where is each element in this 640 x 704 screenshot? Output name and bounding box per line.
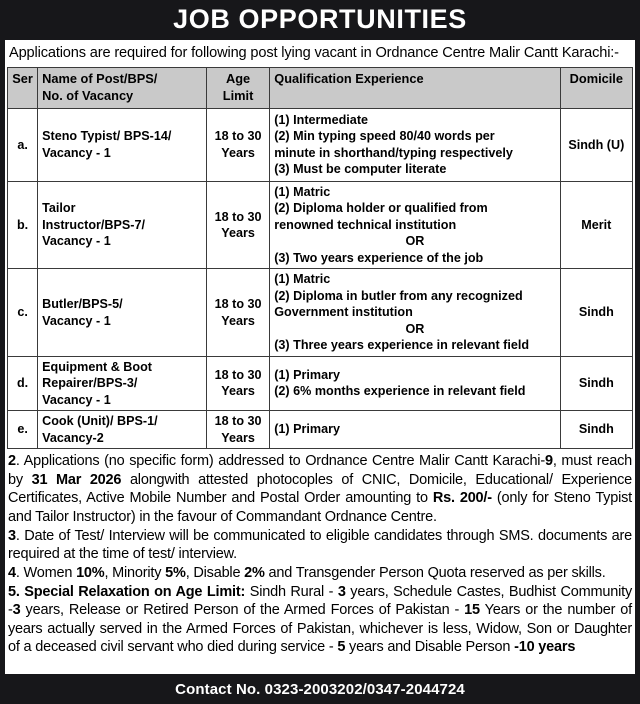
note-5-bold-3: 15 <box>464 602 480 619</box>
age-line: 18 to 30 <box>214 129 262 144</box>
table-row <box>8 356 633 410</box>
post-line: Vacancy - 1 <box>42 145 111 160</box>
cell-ser: a. <box>8 108 38 181</box>
post-line: Butler/BPS-5/ <box>42 297 123 312</box>
note-2-deadline: 31 Mar 2026 <box>31 471 122 488</box>
qualification-line: (1) Primary <box>274 367 341 382</box>
age-line: 18 to 30 <box>214 414 262 429</box>
cell-age-limit <box>206 108 269 181</box>
note-2-number: 2 <box>8 453 16 470</box>
notes-section <box>5 449 635 659</box>
column-header-post <box>38 68 207 109</box>
qualification-line: (3) Two years experience of the job <box>274 250 484 265</box>
note-4-text-1: . Women <box>15 564 77 581</box>
column-header-qualification: Qualification Experience <box>270 68 560 109</box>
note-5-text-2: years, Schedule Castes, Budhist Community - <box>8 583 632 619</box>
column-header-age <box>206 68 269 109</box>
post-line: Cook (Unit)/ BPS-1/ <box>42 414 158 429</box>
contact-banner <box>0 674 640 704</box>
table-body <box>8 108 633 448</box>
qualification-line: (1) Intermediate <box>274 112 369 127</box>
qualification-line: OR <box>405 234 425 249</box>
cell-post-name <box>38 411 207 449</box>
note-3-text-1: . Date of Test/ Interview will be communicated to eligible candidates through SMS. documents are required at the time of test/ interview. <box>8 527 632 563</box>
note-4-women-quota: 10% <box>76 564 105 581</box>
cell-qualification <box>270 269 560 356</box>
table-row <box>8 269 633 356</box>
post-line: Vacancy - 1 <box>42 392 111 407</box>
qualification-line: (1) Primary <box>274 422 341 437</box>
cell-qualification <box>270 108 560 181</box>
table-row <box>8 411 633 449</box>
cell-domicile: Merit <box>560 181 632 268</box>
post-line: Vacancy - 1 <box>42 313 111 328</box>
table-row <box>8 181 633 268</box>
qualification-line: renowned technical institution <box>274 217 457 232</box>
cell-ser: c. <box>8 269 38 356</box>
cell-domicile: Sindh <box>560 356 632 410</box>
qualification-line: (3) Three years experience in relevant field <box>274 338 530 353</box>
cell-domicile: Sindh (U) <box>560 108 632 181</box>
note-5-text-3: years, Release or Retired Person of the Armed Forces of Pakistan - <box>20 602 465 619</box>
qualification-line: OR <box>405 321 425 336</box>
qualification-line: (1) Matric <box>274 184 331 199</box>
note-4-text-4: and Transgender Person Quota reserved as per skills. <box>264 564 606 581</box>
note-5-text-5: years and Disable Person <box>345 639 515 656</box>
post-line: Steno Typist/ BPS-14/ <box>42 129 172 144</box>
note-2-text-4: (only for Steno Typist and Tailor Instructor) in the favour of Commandant Ordnance Centre. <box>8 490 632 526</box>
contact-number: Contact No. 0323-2003202/0347-2044724 <box>175 680 465 698</box>
note-2-bold-1: 9 <box>544 453 553 470</box>
cell-qualification <box>270 181 560 268</box>
column-header-post-line1: Name of Post/BPS/ <box>42 71 158 87</box>
note-5-bold-2: 3 <box>12 602 21 619</box>
age-line: Years <box>221 430 255 445</box>
note-5-bold-1: 3 <box>337 583 346 600</box>
column-header-domicile: Domicile <box>560 68 632 109</box>
column-header-age-line2: Limit <box>222 88 254 104</box>
column-header-ser: Ser <box>8 68 38 109</box>
table-header-row <box>8 68 633 109</box>
cell-age-limit <box>206 356 269 410</box>
post-line: Vacancy-2 <box>42 430 104 445</box>
cell-domicile: Sindh <box>560 411 632 449</box>
note-4-number: 4 <box>8 564 16 581</box>
cell-age-limit <box>206 181 269 268</box>
post-line: Equipment & Boot <box>42 359 152 374</box>
cell-age-limit <box>206 269 269 356</box>
qualification-line: (2) Diploma holder or qualified from <box>274 201 488 216</box>
note-4 <box>8 564 632 583</box>
post-line: Vacancy - 1 <box>42 234 111 249</box>
cell-post-name <box>38 269 207 356</box>
qualification-line: (1) Matric <box>274 272 331 287</box>
note-5-bold-5: -10 years <box>514 639 576 656</box>
cell-post-name <box>38 108 207 181</box>
note-5-bold-4: 5 <box>337 639 346 656</box>
cell-ser: b. <box>8 181 38 268</box>
note-5-text-4: Years or the number of years actually served in the Armed Forces of Pakistan, whichever is less, Widow, Son or Daughter of a deceased civil servant who died during service - <box>8 602 632 656</box>
note-4-text-3: , Disable <box>185 564 245 581</box>
cell-post-name <box>38 181 207 268</box>
post-line: Instructor/BPS-7/ <box>42 217 146 232</box>
post-line: Repairer/BPS-3/ <box>42 376 138 391</box>
page-title: JOB OPPORTUNITIES <box>173 3 467 34</box>
note-2-text-3: alongwith attested photocoples of CNIC, Domicile, Educational/ Experience Certificates, Active Mobile Number and Postal Order amounting to <box>8 471 632 507</box>
note-2-fee: Rs. 200/- <box>432 490 492 507</box>
table-row <box>8 108 633 181</box>
column-header-post-line2: No. of Vacancy <box>42 88 134 104</box>
note-4-text-2: , Minority <box>104 564 166 581</box>
cell-qualification <box>270 411 560 449</box>
cell-ser: d. <box>8 356 38 410</box>
post-line: Tailor <box>42 201 76 216</box>
cell-age-limit <box>206 411 269 449</box>
qualification-line: Government institution <box>274 305 413 320</box>
age-line: Years <box>221 145 255 160</box>
intro-paragraph: Applications are required for following post lying vacant in Ordnance Centre Malir Cantt Karachi:- <box>9 45 619 61</box>
title-banner <box>0 0 640 40</box>
cell-ser: e. <box>8 411 38 449</box>
cell-domicile: Sindh <box>560 269 632 356</box>
qualification-line: (2) 6% months experience in relevant field <box>274 384 526 399</box>
note-2-text-1: . Applications (no specific form) addressed to Ordnance Centre Malir Cantt Karachi- <box>15 453 545 470</box>
qualification-line: (3) Must be computer literate <box>274 162 447 177</box>
age-line: Years <box>221 384 255 399</box>
note-2-text-2: , must reach by <box>8 453 632 488</box>
note-3-number: 3 <box>8 527 16 544</box>
table-header <box>8 68 633 109</box>
age-line: 18 to 30 <box>214 297 262 312</box>
note-4-minority-quota: 5% <box>165 564 186 581</box>
qualification-line: minute in shorthand/typing respectively <box>274 145 513 160</box>
note-5-text-1: Sindh Rural - <box>245 583 338 600</box>
age-line: Years <box>221 226 255 241</box>
qualification-line: (2) Diploma in butler from any recognized <box>274 288 523 303</box>
age-line: 18 to 30 <box>214 209 262 224</box>
column-header-age-line1: Age <box>225 71 251 87</box>
note-5 <box>8 583 632 658</box>
cell-post-name <box>38 356 207 410</box>
vacancy-table <box>7 67 633 449</box>
note-4-disable-quota: 2% <box>244 564 265 581</box>
qualification-line: (2) Min typing speed 80/40 words per <box>274 129 495 144</box>
age-line: Years <box>221 313 255 328</box>
note-2 <box>8 452 632 527</box>
note-3 <box>8 527 632 564</box>
age-line: 18 to 30 <box>214 367 262 382</box>
cell-qualification <box>270 356 560 410</box>
note-5-heading: 5. Special Relaxation on Age Limit: <box>8 583 246 600</box>
